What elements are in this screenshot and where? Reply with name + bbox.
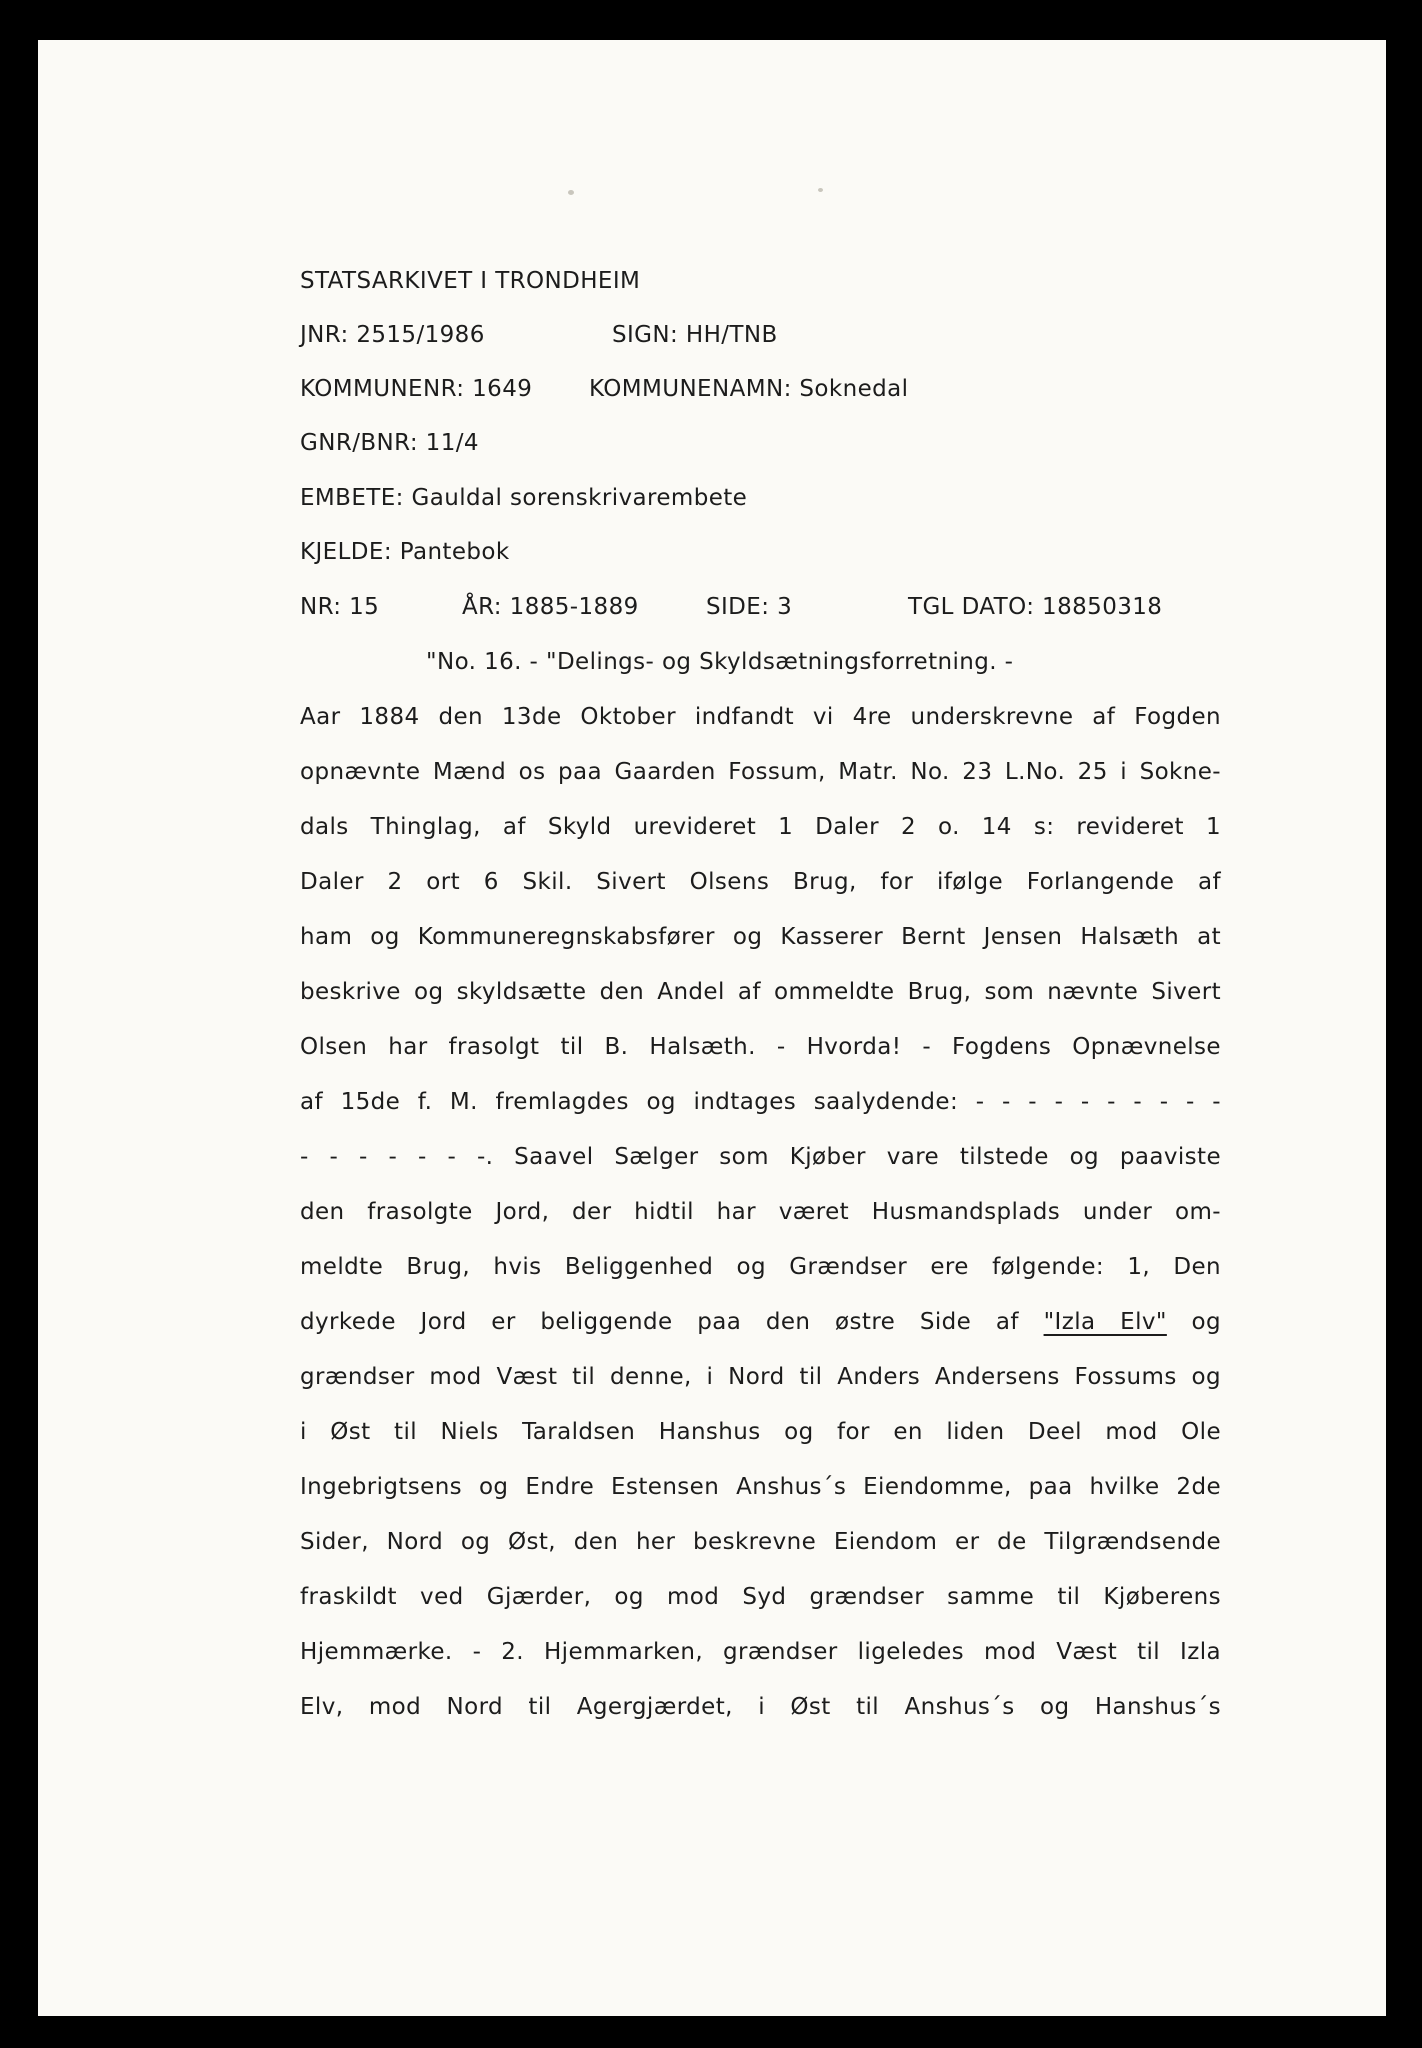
embete-field: EMBETE: Gauldal sorenskrivarembete <box>300 485 748 511</box>
jnr-field: JNR: 2515/1986 <box>300 322 485 348</box>
body-line: - - - - - - -. Saavel Sælger som Kjøber vare tilstede og paaviste <box>300 1144 1221 1170</box>
aar-field: ÅR: 1885-1889 <box>462 594 639 620</box>
kjelde-field: KJELDE: Pantebok <box>300 539 510 565</box>
body-line: den frasolgte Jord, der hidtil har været Husmandsplads under om- <box>300 1199 1221 1225</box>
gnr-bnr-field: GNR/BNR: 11/4 <box>300 430 479 456</box>
body-line: Sider, Nord og Øst, den her beskrevne Eiendom er de Tilgrændsende <box>300 1529 1221 1555</box>
body-line: Olsen har frasolgt til B. Halsæth. - Hvorda! - Fogdens Opnævnelse <box>300 1034 1221 1060</box>
body-line: meldte Brug, hvis Beliggenhed og Grændser ere følgende: 1, Den <box>300 1254 1221 1280</box>
body-line-segment: og <box>1191 1309 1222 1335</box>
kommunenr-field: KOMMUNENR: 1649 <box>300 376 533 402</box>
body-line: Elv, mod Nord til Agergjærdet, i Øst til Anshus´s og Hanshus´s <box>300 1694 1221 1720</box>
body-line: opnævnte Mænd os paa Gaarden Fossum, Matr. No. 23 L.No. 25 i Sokne- <box>300 759 1221 785</box>
body-line: beskrive og skyldsætte den Andel af ommeldte Brug, som nævnte Sivert <box>300 979 1221 1005</box>
body-line-with-underline <box>300 1307 1221 1337</box>
body-line: i Øst til Niels Taraldsen Hanshus og for en liden Deel mod Ole <box>300 1419 1221 1445</box>
body-line: dals Thinglag, af Skyld urevideret 1 Daler 2 o. 14 s: revideret 1 <box>300 814 1221 840</box>
typed-text-block <box>38 40 1386 2016</box>
body-line: Aar 1884 den 13de Oktober indfandt vi 4re underskrevne af Fogden <box>300 704 1221 730</box>
sign-field: SIGN: HH/TNB <box>612 322 778 348</box>
body-line: af 15de f. M. fremlagdes og indtages saalydende: - - - - - - - - - - <box>300 1089 1221 1115</box>
body-line-segment: dyrkede Jord er beliggende paa den østre Side af <box>300 1309 1019 1335</box>
nr-field: NR: 15 <box>300 594 380 620</box>
body-line: Ingebrigtsens og Endre Estensen Anshus´s Eiendomme, paa hvilke 2de <box>300 1474 1221 1500</box>
body-line: grændser mod Væst til denne, i Nord til Anders Andersens Fossums og <box>300 1364 1221 1390</box>
document-page <box>38 40 1386 2016</box>
body-line: ham og Kommuneregnskabsfører og Kasserer Bernt Jensen Halsæth at <box>300 924 1221 950</box>
side-field: SIDE: 3 <box>706 594 793 620</box>
body-line: Hjemmærke. - 2. Hjemmarken, grændser ligeledes mod Væst til Izla <box>300 1639 1221 1665</box>
body-line: Daler 2 ort 6 Skil. Sivert Olsens Brug, for ifølge Forlangende af <box>300 869 1221 895</box>
document-title-line: "No. 16. - "Delings- og Skyldsætningsforretning. - <box>426 649 1014 675</box>
body-line: fraskildt ved Gjærder, og mod Syd grændser samme til Kjøberens <box>300 1584 1221 1610</box>
archive-name: STATSARKIVET I TRONDHEIM <box>300 268 641 294</box>
underlined-river-name: "Izla Elv" <box>1043 1309 1167 1335</box>
kommunenamn-field: KOMMUNENAMN: Soknedal <box>589 376 909 402</box>
tgl-dato-field: TGL DATO: 18850318 <box>908 594 1163 620</box>
